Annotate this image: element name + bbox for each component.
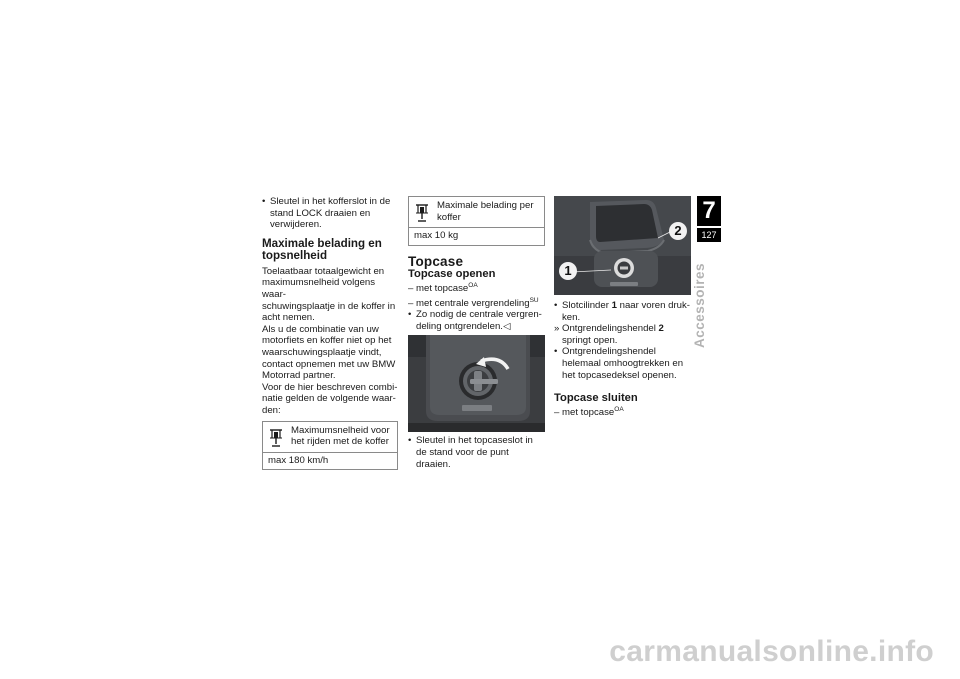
option-code: SU: [529, 296, 539, 304]
body-line: Voor de hier beschreven combi-: [262, 381, 398, 393]
chapter-number: 7: [702, 197, 716, 224]
spec-table-header: [409, 197, 544, 228]
body-line: acht nemen.: [262, 312, 315, 324]
subheading-topcase-close: Topcase sluiten: [554, 392, 638, 405]
page-number: 127: [701, 230, 717, 240]
body-line: Motorrad partner.: [262, 370, 336, 382]
reference-number: 2: [658, 323, 664, 335]
instruction-text: Zo nodig de centrale vergrendeling ontgrendelen.: [416, 309, 542, 332]
instruction-bullet: • Ontgrendelingshendel helemaal omhoogtrekken en het topcasedeksel openen.: [554, 346, 691, 381]
condition-text: met centrale vergrendeling: [416, 297, 530, 309]
column-middle: [408, 196, 545, 470]
spec-table-max-load: [408, 196, 545, 246]
option-code: OA: [614, 405, 624, 413]
instruction-text: naar voren drukken.: [562, 300, 690, 323]
photo-topcase-lock: [408, 335, 545, 432]
condition-text: met topcase: [562, 406, 615, 418]
body-line: Toelaatbaar totaalgewicht en: [262, 265, 385, 277]
section-title-topcase: Topcase: [408, 253, 464, 269]
instruction-bullet: • Sleutel in het kofferslot in de stand LOCK draaien en verwijderen.: [262, 196, 398, 231]
condition-line: [408, 283, 545, 295]
body-text-max-load: [262, 266, 398, 417]
spec-value: max 10 kg: [414, 230, 459, 242]
instruction-bullet: [408, 309, 545, 332]
condition-text: met topcase: [416, 282, 469, 294]
photo-image: [554, 196, 691, 295]
spec-table-header: [263, 422, 397, 453]
spec-table-icon: [415, 203, 429, 223]
body-line: waarschuwingsplaatje vindt,: [262, 346, 382, 358]
callout-2: 2: [669, 222, 687, 240]
body-line: den:: [262, 404, 281, 416]
body-line: motorfiets en koffer niet op het: [262, 335, 392, 347]
result-line: [554, 323, 691, 346]
condition-line: [554, 407, 691, 419]
watermark: carmanualsonline.info: [609, 635, 934, 668]
photo-topcase-release: [554, 196, 691, 295]
subheading-topcase-open: Topcase openen: [408, 268, 496, 281]
body-line: natie gelden de volgende waar-: [262, 393, 396, 405]
instruction-bullet: • Sleutel in het topcaseslot in de stand voor de punt draaien.: [408, 435, 545, 470]
option-code: OA: [468, 281, 478, 289]
body-line: maximumsnelheid volgens waar-: [262, 277, 376, 300]
result-text: springt open.: [562, 334, 618, 346]
instruction-bullet: [554, 300, 691, 323]
body-line: schuwingsplaatje in de koffer in: [262, 300, 396, 312]
spec-label: Maximale belading per koffer: [437, 200, 534, 223]
body-line: Als u de combinatie van uw: [262, 323, 379, 335]
condition-line: [408, 298, 545, 310]
spec-table-max-speed: [262, 421, 398, 471]
chapter-label-vertical: Accessoires: [692, 262, 707, 348]
reference-number: 1: [611, 300, 617, 311]
spec-value: max 180 km/h: [268, 454, 329, 466]
column-left: [262, 196, 398, 470]
result-text: Ontgrendelingshendel: [562, 323, 659, 335]
body-line: contact opnemen met uw BMW: [262, 358, 396, 370]
spec-label: Maximumsnelheid voor het rijden met de koffer: [291, 424, 390, 448]
spec-table-icon: [269, 428, 283, 448]
instruction-text: Slotcilinder: [562, 300, 612, 311]
end-mark: ◁: [502, 320, 511, 332]
callout-1: 1: [559, 262, 577, 280]
section-heading-max-load: Maximale belading en topsnelheid: [262, 236, 382, 263]
column-right: [554, 196, 691, 418]
